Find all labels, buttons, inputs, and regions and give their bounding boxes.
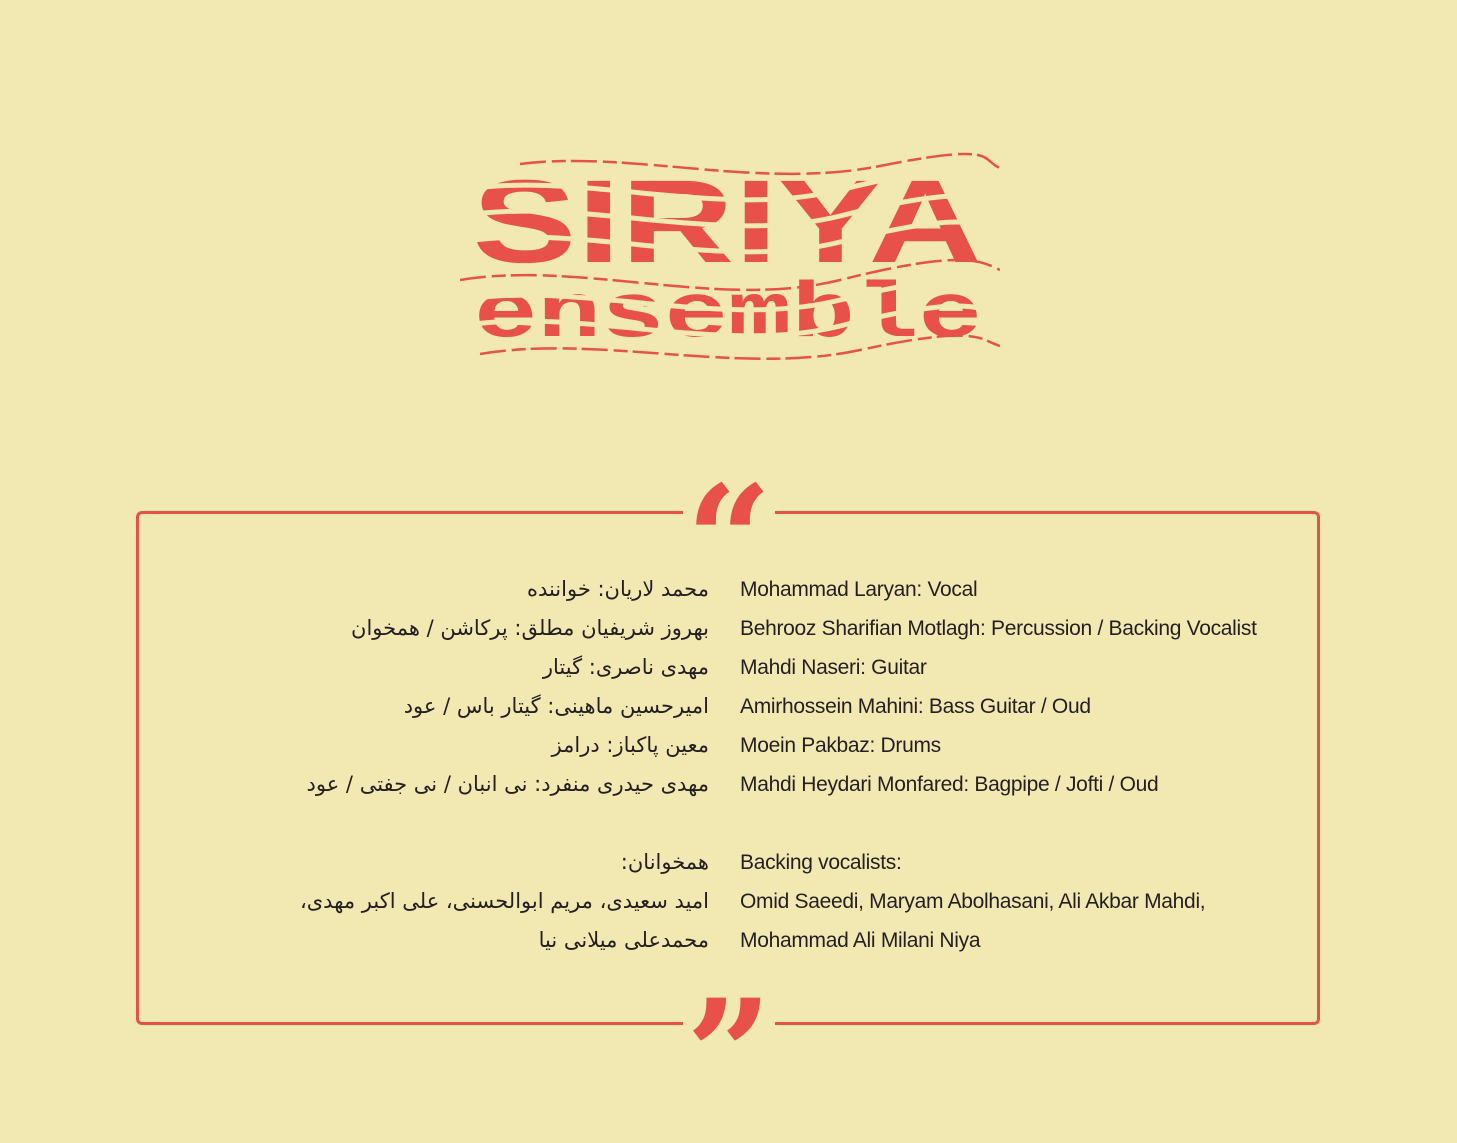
logo-title: SIRIYA (472, 156, 982, 288)
credit-en-line: Mohammad Laryan: Vocal (740, 578, 978, 601)
credit-fa-line: امیرحسین ماهینی: گیتار باس / عود (403, 694, 709, 718)
credit-en-line: Behrooz Sharifian Motlagh: Percussion / Backing Vocalist (740, 617, 1257, 640)
credit-fa-line: مهدی ناصری: گیتار (542, 655, 709, 679)
spacer (740, 804, 1300, 843)
credit-fa-line: مهدی حیدری منفرد: نی انبان / نی جفتی / عود (306, 772, 709, 796)
backing-en-heading: Backing vocalists: (740, 851, 902, 874)
credit-en-line: Mahdi Heydari Monfared: Bagpipe / Jofti / Oud (740, 773, 1159, 796)
open-quote-icon: “ (683, 470, 775, 554)
credit-en-line: Amirhossein Mahini: Bass Guitar / Oud (740, 695, 1091, 718)
backing-en-line: Omid Saeedi, Maryam Abolhasani, Ali Akbar Mahdi, (740, 890, 1206, 913)
logo-graphic (460, 150, 1000, 370)
credit-en-line: Mahdi Naseri: Guitar (740, 656, 927, 679)
credit-fa-line: بهروز شریفیان مطلق: پرکاشن / همخوان (351, 616, 709, 640)
credit-fa-line: معین پاکباز: درامز (551, 733, 709, 757)
backing-fa-line: امید سعیدی، مریم ابوالحسنی، علی اکبر مهدی، (299, 889, 709, 913)
spacer (229, 804, 709, 843)
logo-subtitle: ensemble (474, 272, 982, 360)
credits-persian-column (229, 570, 709, 960)
backing-fa-line: محمدعلی میلانی نیا (538, 928, 709, 952)
credits-english-column (740, 570, 1300, 960)
backing-fa-heading: همخوانان: (620, 850, 709, 874)
siriya-ensemble-logo (460, 150, 1000, 370)
credit-fa-line: محمد لاریان: خواننده (526, 577, 709, 601)
credit-en-line: Moein Pakbaz: Drums (740, 734, 941, 757)
backing-en-line: Mohammad Ali Milani Niya (740, 929, 981, 952)
close-quote-icon: ” (683, 988, 775, 1064)
